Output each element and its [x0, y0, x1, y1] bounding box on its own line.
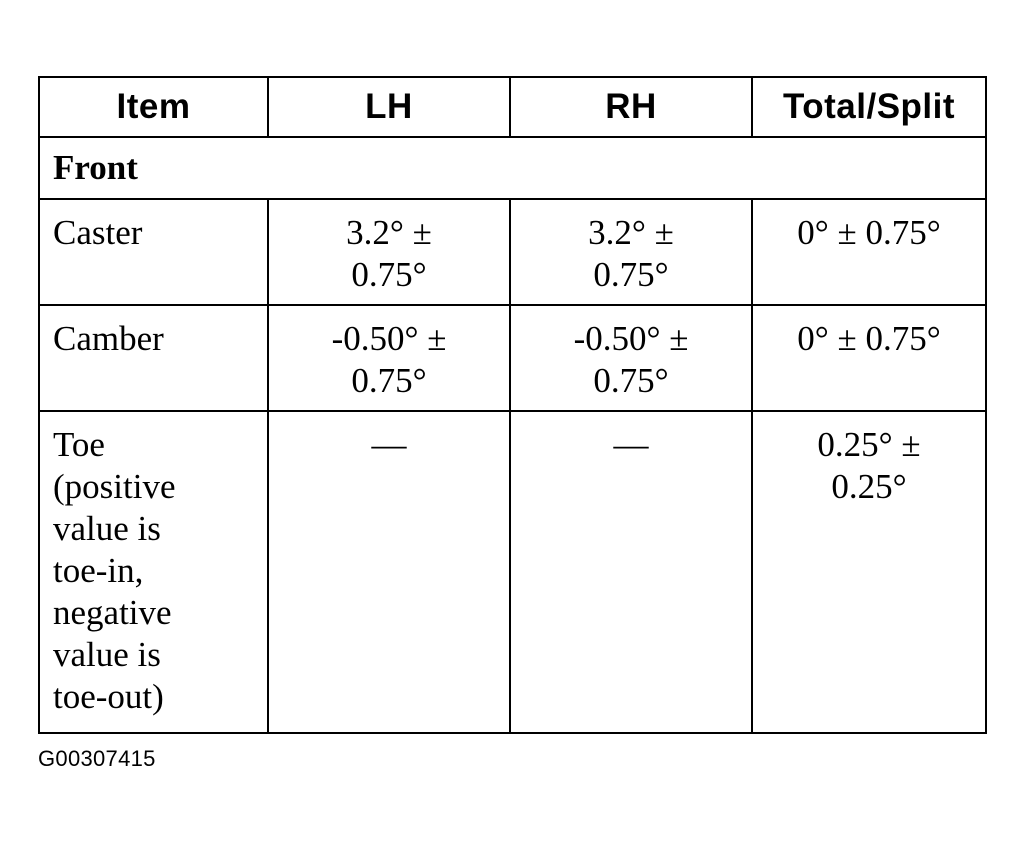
- cell-line: toe-in,: [53, 551, 144, 590]
- header-rh: RH: [510, 77, 752, 137]
- table-row: [39, 305, 986, 411]
- cell-line: 0° ± 0.75°: [797, 213, 941, 252]
- row-lh-cell: [268, 305, 510, 411]
- cell-line: toe-out): [53, 677, 164, 716]
- alignment-spec-table: [38, 76, 987, 734]
- cell-line: 0.75°: [351, 361, 427, 400]
- cell-line: (positive: [53, 467, 176, 506]
- cell-line: Caster: [53, 213, 143, 252]
- header-row: [39, 77, 986, 137]
- figure-id: G00307415: [38, 746, 156, 771]
- cell-line: 0.75°: [351, 255, 427, 294]
- row-lh-cell: [268, 199, 510, 305]
- cell-line: value is: [53, 509, 161, 548]
- row-total-cell: [752, 199, 986, 305]
- cell-line: 0.25° ±: [817, 425, 921, 464]
- row-item-cell: [39, 305, 268, 411]
- row-total-cell: [752, 305, 986, 411]
- header-lh: LH: [268, 77, 510, 137]
- section-label: Front: [39, 137, 986, 199]
- table-row: [39, 199, 986, 305]
- cell-line: -0.50° ±: [573, 319, 689, 358]
- header-total-split: Total/Split: [752, 77, 986, 137]
- header-item: Item: [39, 77, 268, 137]
- cell-line: Toe: [53, 425, 105, 464]
- cell-line: 0.75°: [593, 361, 669, 400]
- row-rh-cell: [510, 199, 752, 305]
- cell-line: Camber: [53, 319, 164, 358]
- row-rh-cell: [510, 305, 752, 411]
- row-total-cell: [752, 411, 986, 733]
- table-row: [39, 411, 986, 733]
- cell-line: —: [371, 425, 407, 464]
- cell-line: —: [613, 425, 649, 464]
- cell-line: value is: [53, 635, 161, 674]
- cell-line: -0.50° ±: [331, 319, 447, 358]
- row-lh-cell: [268, 411, 510, 733]
- cell-line: 3.2° ±: [588, 213, 674, 252]
- row-rh-cell: [510, 411, 752, 733]
- cell-line: 0.75°: [593, 255, 669, 294]
- section-row-front: [39, 137, 986, 199]
- cell-line: 0.25°: [831, 467, 907, 506]
- cell-line: 0° ± 0.75°: [797, 319, 941, 358]
- row-item-cell: [39, 199, 268, 305]
- cell-line: 3.2° ±: [346, 213, 432, 252]
- row-item-cell: [39, 411, 268, 733]
- cell-line: negative: [53, 593, 172, 632]
